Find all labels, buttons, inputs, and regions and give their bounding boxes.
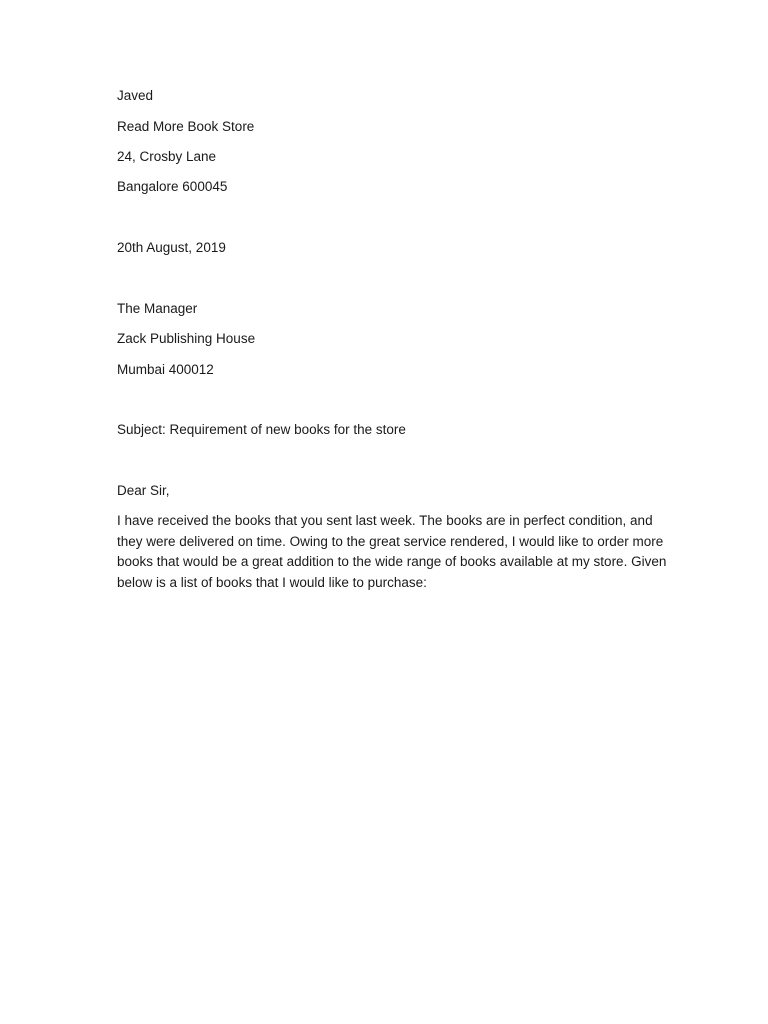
- body-line: they were delivered on time. Owing to the great service rendered, I would like to order more: [117, 533, 664, 549]
- body-line: I have received the books that you sent last week. The books are in perfect condition, and: [117, 513, 653, 528]
- sender-address: 24, Crosby Lane: [117, 149, 217, 164]
- sender-name: Javed: [117, 88, 154, 103]
- letter-date: 20th August, 2019: [117, 240, 226, 255]
- recipient-title: The Manager: [117, 301, 198, 316]
- salutation: Dear Sir,: [117, 483, 170, 498]
- sender-company: Read More Book Store: [117, 119, 255, 134]
- sender-city: Bangalore 600045: [117, 179, 228, 194]
- letter-subject: Subject: Requirement of new books for the store: [117, 422, 406, 437]
- recipient-city: Mumbai 400012: [117, 362, 214, 377]
- body-line: below is a list of books that I would like to purchase:: [117, 575, 427, 591]
- recipient-company: Zack Publishing House: [117, 331, 256, 346]
- body-line: books that would be a great addition to the wide range of books available at my store. Given: [117, 554, 667, 570]
- letter-body: [117, 511, 667, 594]
